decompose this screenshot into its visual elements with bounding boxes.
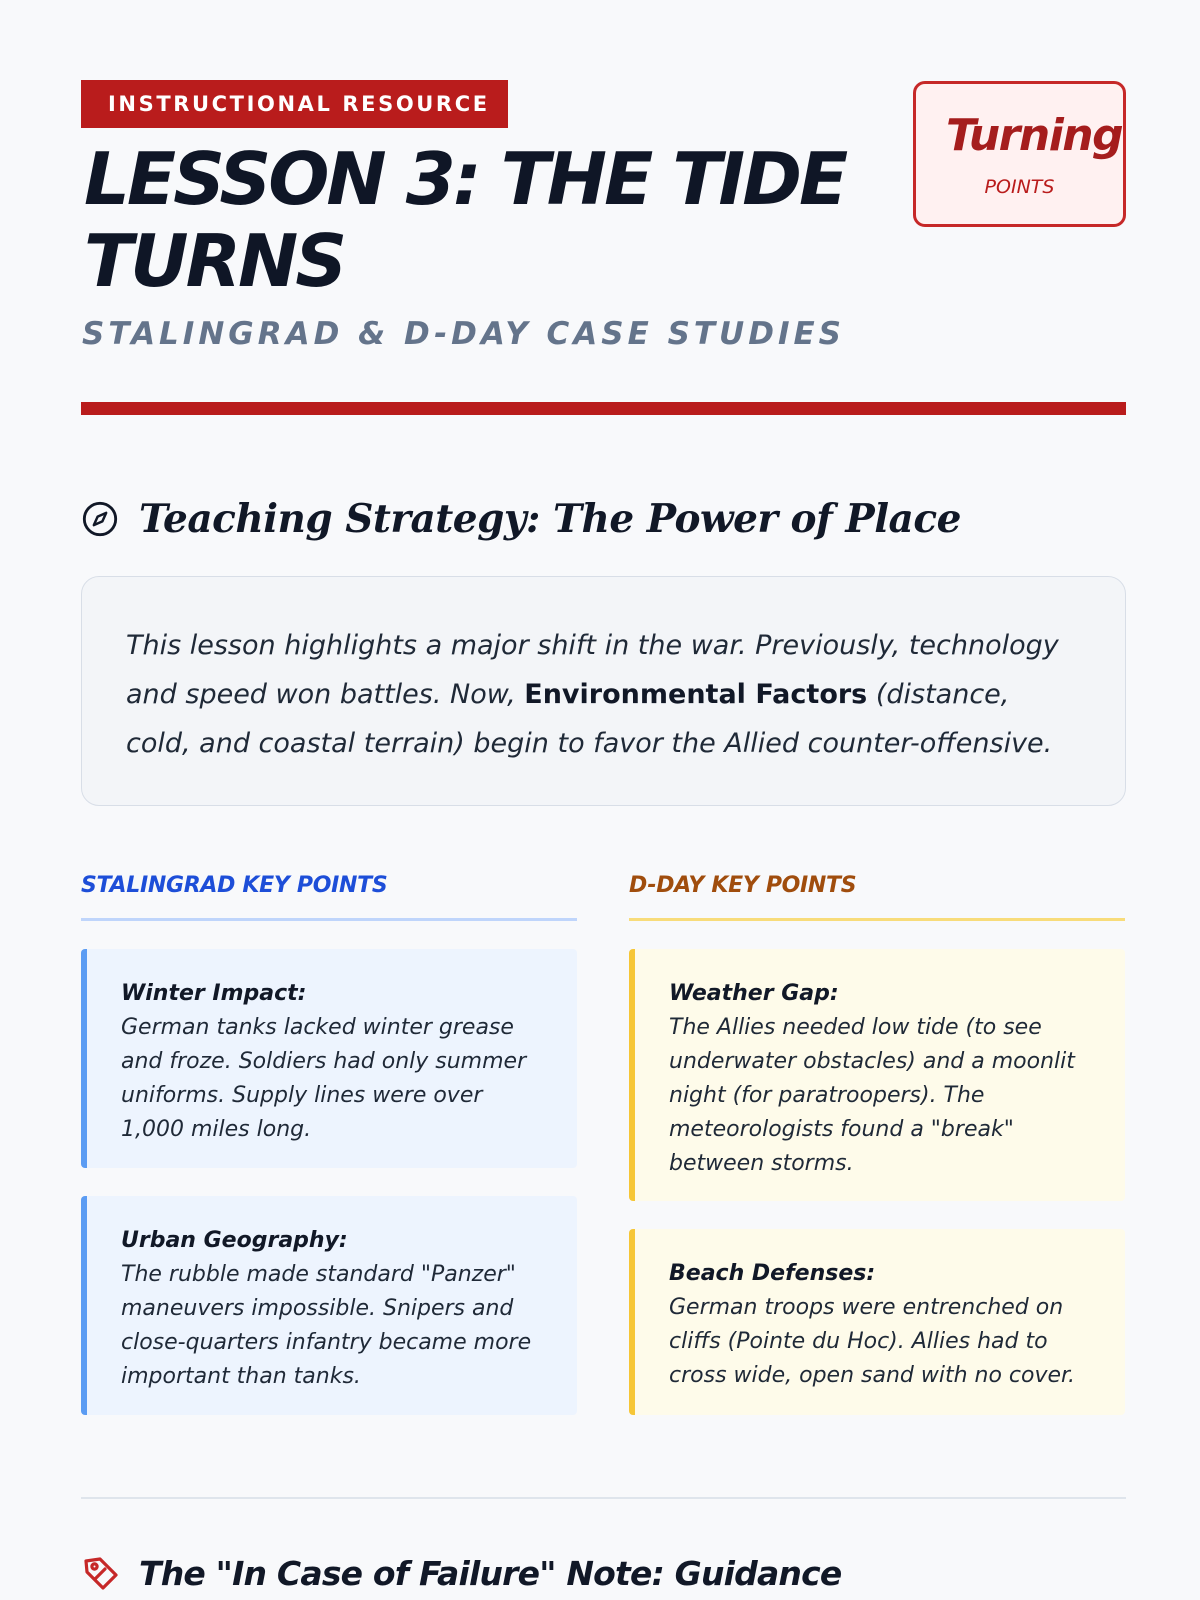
compass-icon (81, 500, 119, 538)
dday-heading: D-DAY KEY POINTS (629, 873, 857, 898)
resource-badge: INSTRUCTIONAL RESOURCE (81, 80, 508, 128)
card-title: Beach Defenses: (669, 1261, 876, 1286)
card-text: German troops were entrenched on cliffs (Pointe du Hoc). Allies had to cross wide, open sand with no cover. (669, 1295, 1076, 1388)
stalingrad-card-winter (81, 949, 577, 1168)
failure-note-title: The "In Case of Failure" Note: Guidance (139, 1553, 842, 1593)
strategy-title: Teaching Strategy: The Power of Place (139, 496, 961, 542)
callout-text-lead: This lesson highlights a major shift in the war. Previously, technology and speed won battles. Now, (126, 630, 1059, 710)
card-title: Weather Gap: (669, 981, 839, 1006)
failure-note-heading (81, 1553, 841, 1593)
strategy-callout (81, 576, 1126, 806)
callout-emphasis: Environmental Factors (524, 679, 868, 710)
section-divider (81, 1497, 1126, 1499)
tag-icon (81, 1553, 121, 1593)
stalingrad-heading-rule (81, 918, 577, 921)
turning-points-stamp (913, 81, 1126, 227)
callout-text-tail: (distance, cold, and coastal terrain) begin to favor the Allied counter-offensive. (126, 679, 1053, 759)
page-title: LESSON 3: THE TIDE TURNS (84, 137, 846, 303)
strategy-heading (81, 496, 961, 542)
dday-card-beach (629, 1229, 1125, 1415)
stalingrad-heading: STALINGRAD KEY POINTS (81, 873, 388, 898)
page-subtitle: STALINGRAD & D-DAY CASE STUDIES (82, 316, 845, 352)
stamp-sub-text: POINTS (984, 176, 1055, 198)
card-text: The rubble made standard "Panzer" maneuvers impossible. Snipers and close-quarters infantry became more important than tanks. (121, 1262, 532, 1389)
card-title: Urban Geography: (121, 1228, 348, 1253)
dday-heading-rule (629, 918, 1125, 921)
card-text: German tanks lacked winter grease and froze. Soldiers had only summer uniforms. Supply lines were over 1,000 miles long. (121, 1015, 527, 1142)
stamp-main-text: Turning (946, 110, 1123, 161)
stalingrad-card-urban (81, 1196, 577, 1415)
header-divider (81, 402, 1126, 415)
card-title: Winter Impact: (121, 981, 307, 1006)
dday-card-weather (629, 949, 1125, 1201)
card-text: The Allies needed low tide (to see underwater obstacles) and a moonlit night (for paratroopers). The meteorologists found a "break" between storms. (669, 1015, 1075, 1176)
